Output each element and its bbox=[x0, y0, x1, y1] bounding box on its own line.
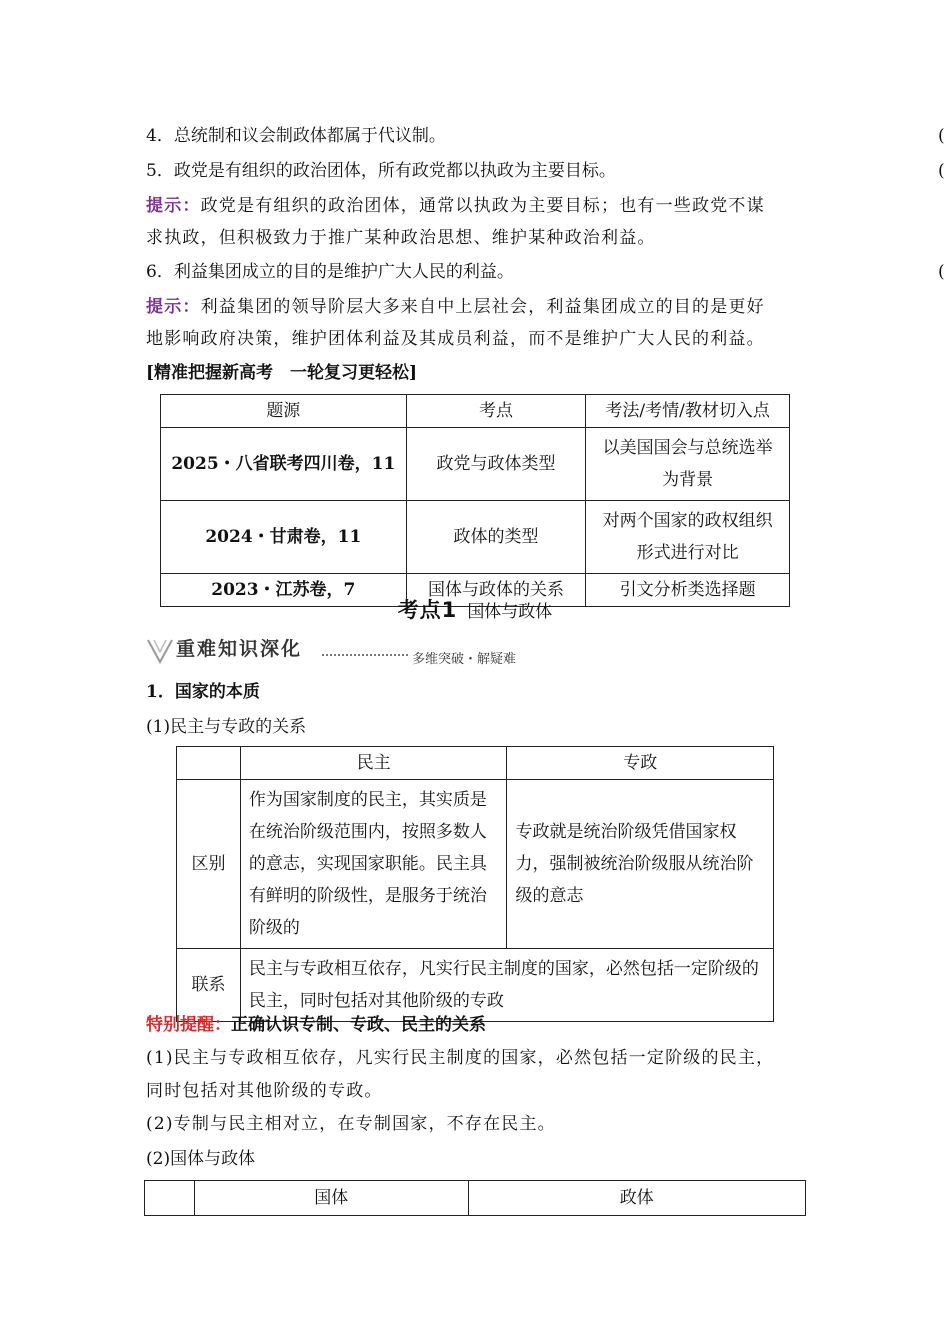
guoti-table bbox=[144, 1180, 806, 1216]
table-header-cell: 考法/考情/教材切入点 bbox=[586, 395, 790, 428]
table-header-cell: 民主 bbox=[240, 747, 507, 780]
table-row bbox=[177, 747, 774, 780]
table-row bbox=[177, 780, 774, 949]
banner-title: 重难知识深化 bbox=[176, 638, 303, 660]
democracy-table bbox=[176, 746, 774, 1022]
table-row-label: 联系 bbox=[177, 949, 241, 1022]
table-cell: 政体的类型 bbox=[406, 501, 586, 574]
hint-6-label: 提示： bbox=[146, 297, 201, 317]
answer-paren-6: ( bbox=[938, 262, 945, 282]
reminder-title: 正确认识专制、专政、民主的关系 bbox=[231, 1015, 486, 1035]
reminder-p1-line-1: (1)民主与专政相互依存，凡实行民主制度的国家，必然包括一定阶级的民主， bbox=[146, 1048, 775, 1068]
table-header-cell bbox=[145, 1181, 195, 1216]
table-cell: 引文分析类选择题 bbox=[586, 574, 790, 607]
kaodian-title: 国体与政体 bbox=[467, 602, 553, 622]
table-cell: 2025・八省联考四川卷，11 bbox=[161, 428, 407, 501]
table-cell: 政党与政体类型 bbox=[406, 428, 586, 501]
reminder-label: 特别提醒： bbox=[146, 1015, 231, 1035]
section-1-subtitle: (1)民主与专政的关系 bbox=[146, 717, 307, 737]
kaodian-number: 考点1 bbox=[397, 598, 458, 622]
table-header-cell: 题源 bbox=[161, 395, 407, 428]
table-header-cell: 国体 bbox=[194, 1181, 468, 1216]
hint-5-line-1 bbox=[146, 190, 765, 222]
section-1-title: 1．国家的本质 bbox=[146, 682, 260, 702]
table-cell: 以美国国会与总统选举为背景 bbox=[586, 428, 790, 501]
table-row bbox=[161, 501, 790, 574]
table-cell: 作为国家制度的民主，其实质是在统治阶级范围内，按照多数人的意志，实现国家职能。民主具有鲜明的阶级性，是服务于统治阶级的 bbox=[240, 780, 507, 949]
hint-5-text-1: 政党是有组织的政治团体，通常以执政为主要目标；也有一些政党不谋 bbox=[200, 196, 765, 216]
table-cell: 2023・江苏卷，7 bbox=[161, 574, 407, 607]
table-row bbox=[161, 395, 790, 428]
hint-6-line-1 bbox=[146, 291, 765, 323]
hint-6-line-2: 地影响政府决策，维护团体利益及其成员利益，而不是维护广大人民的利益。 bbox=[146, 329, 765, 349]
question-4: 4．总统制和议会制政体都属于代议制。 bbox=[146, 126, 446, 146]
table-cell: 对两个国家的政权组织形式进行对比 bbox=[586, 501, 790, 574]
hint-6-text-1: 利益集团的领导阶层大多来自中上层社会，利益集团成立的目的是更好 bbox=[200, 297, 765, 317]
answer-paren-5: ( bbox=[938, 161, 945, 181]
table-header-cell bbox=[177, 747, 241, 780]
reminder-p2: (2)专制与民主相对立，在专制国家，不存在民主。 bbox=[146, 1114, 556, 1134]
question-6: 6．利益集团成立的目的是维护广大人民的利益。 bbox=[146, 262, 514, 282]
table-cell: 国体与政体的关系 bbox=[406, 574, 586, 607]
kaodian-heading bbox=[0, 594, 950, 628]
section-header: [精准把握新高考 一轮复习更轻松] bbox=[146, 363, 418, 383]
table-row bbox=[161, 428, 790, 501]
table-row bbox=[145, 1181, 806, 1216]
table-header-cell: 政体 bbox=[468, 1181, 805, 1216]
table-cell: 民主与专政相互依存，凡实行民主制度的国家，必然包括一定阶级的民主，同时包括对其他阶级的专政 bbox=[240, 949, 773, 1022]
hint-5-label: 提示： bbox=[146, 196, 201, 216]
question-5: 5．政党是有组织的政治团体，所有政党都以执政为主要目标。 bbox=[146, 161, 616, 181]
banner-chevron-icon bbox=[146, 636, 176, 666]
section-2-subtitle: (2)国体与政体 bbox=[146, 1149, 256, 1169]
banner-divider bbox=[322, 654, 408, 656]
table-cell: 专政就是统治阶级凭借国家权力，强制被统治阶级服从统治阶级的意志 bbox=[507, 780, 774, 949]
hint-5-line-2: 求执政，但积极致力于推广某种政治思想、维护某种政治利益。 bbox=[146, 228, 656, 248]
table-header-cell: 考点 bbox=[406, 395, 586, 428]
answer-paren-4: ( bbox=[938, 126, 945, 146]
exam-table bbox=[160, 394, 790, 607]
special-reminder bbox=[146, 1009, 486, 1041]
table-cell: 2024・甘肃卷，11 bbox=[161, 501, 407, 574]
banner-subtitle: 多维突破・解疑难 bbox=[412, 652, 517, 667]
table-header-cell: 专政 bbox=[507, 747, 774, 780]
table-row-label: 区别 bbox=[177, 780, 241, 949]
section-banner bbox=[146, 632, 546, 672]
reminder-p1-line-2: 同时包括对其他阶级的专政。 bbox=[146, 1081, 383, 1101]
